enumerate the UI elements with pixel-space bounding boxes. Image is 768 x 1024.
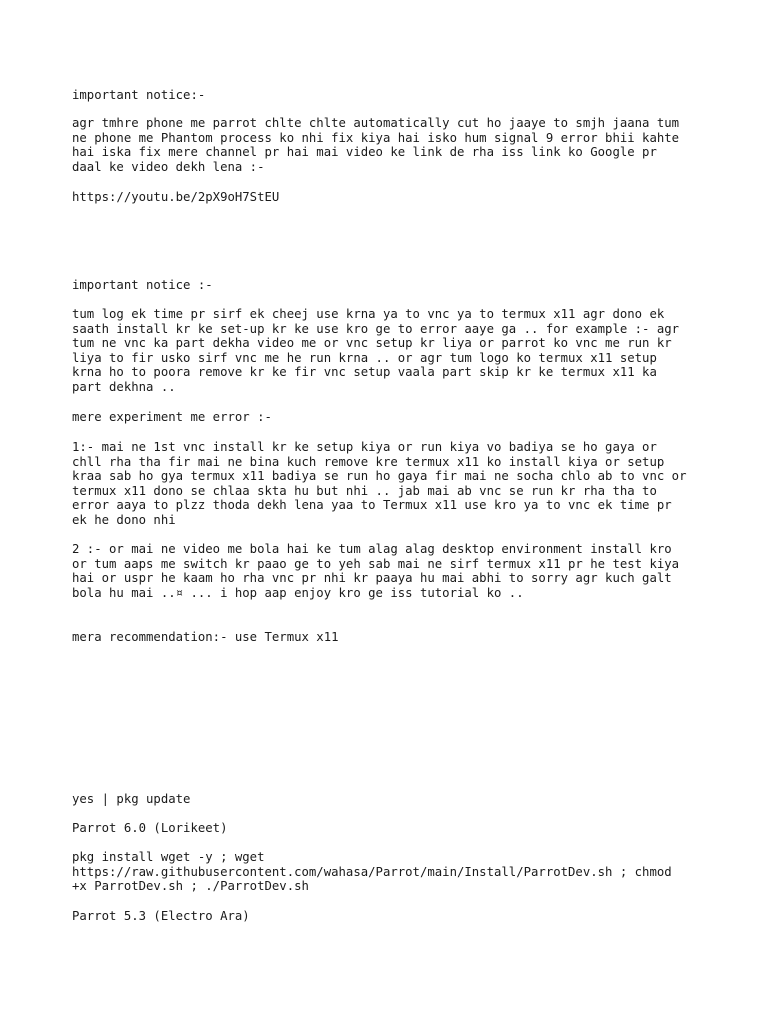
parrot-6-command: pkg install wget -y ; wget https://raw.githubusercontent.com/wahasa/Parrot/main/Install/ParrotDev.sh ; chmod +x ParrotDev.sh ; ./ParrotDev.sh (72, 850, 672, 894)
notice-1-heading: important notice:- (72, 88, 206, 102)
experiment-point-1: 1:- mai ne 1st vnc install kr ke setup kiya or run kiya vo badiya se ho gaya or chll rha tha fir mai ne bina kuch remove kre termux x11 ko install kiya or setup kraa sab ho gya termux x11 badiya se run ho gaya fir mai ne socha chlo ab to vnc or termux x11 dono se chlaa skta hu but nhi .. jab mai ab vnc se run kr rha tha to error aaya to plzz thoda dekh lena yaa to Termux x11 use kro ya to vnc ek time pr ek he dono nhi (72, 440, 687, 527)
experiment-heading: mere experiment me error :- (72, 410, 272, 424)
recommendation-text: mera recommendation:- use Termux x11 (72, 630, 339, 644)
parrot-5-label: Parrot 5.3 (Electro Ara) (72, 909, 250, 923)
parrot-6-label: Parrot 6.0 (Lorikeet) (72, 821, 228, 835)
notice-1-body: agr tmhre phone me parrot chlte chlte automatically cut ho jaaye to smjh jaana tum ne phone me Phantom process ko nhi fix kiya hai isko hum signal 9 error bhii kahte hai iska fix mere channel pr hai mai video ke link de rha iss link ko Google pr daal ke video dekh lena :- (72, 116, 680, 174)
update-command: yes | pkg update (72, 792, 191, 806)
notice-2-body: tum log ek time pr sirf ek cheej use krna ya to vnc ya to termux x11 agr dono ek saath install kr ke set-up kr ke use kro ge to error aaye ga .. for example :- agr tum ne vnc ka part dekha video me or vnc setup kr liya or parrot ko vnc me run kr liya to fir usko sirf vnc me he run krna .. or agr tum logo ko termux x11 setup krna ho to poora remove kr ke fir vnc setup vaala part skip kr ke termux x11 ka part dekhna .. (72, 307, 680, 394)
youtube-link[interactable]: https://youtu.be/2pX9oH7StEU (72, 190, 280, 204)
experiment-point-2: 2 :- or mai ne video me bola hai ke tum alag alag desktop environment install kro or tum aaps me switch kr paao ge to yeh sab mai ne sirf termux x11 pr he test kiya hai or uspr he kaam ho rha vnc pr nhi kr paaya hu mai abhi to sorry agr kuch galt bola hu mai ..¤ ... i hop aap enjoy kro ge iss tutorial ko .. (72, 542, 680, 600)
notice-2-heading: important notice :- (72, 278, 213, 292)
